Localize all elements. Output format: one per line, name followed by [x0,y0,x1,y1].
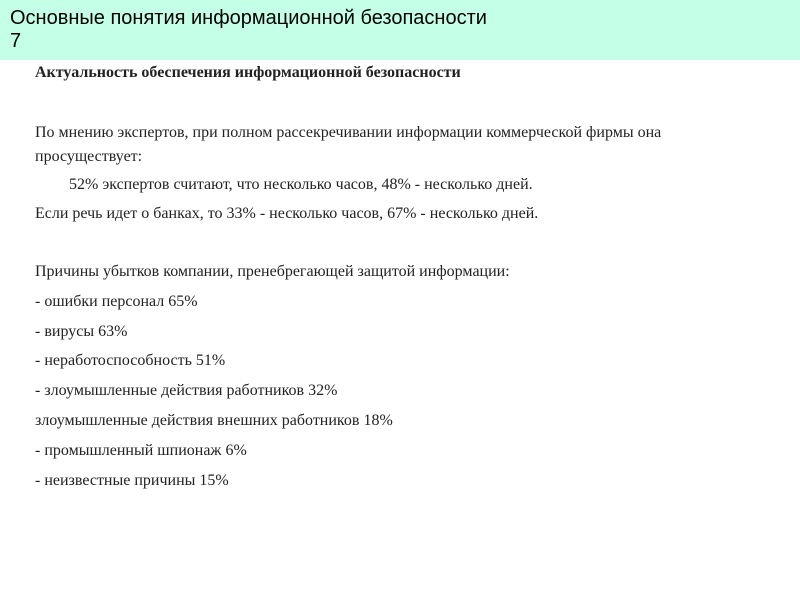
slide-title: Основные понятия информационной безопасности [10,7,487,29]
cause-item: - неработоспособность 51% [35,352,226,369]
bank-stat-text: Если речь идет о банках, то 33% - несколько часов, 67% - несколько дней. [35,205,539,222]
expert-intro-text: По мнению экспертов, при полном рассекречивании информации коммерческой фирмы она просуществует: [35,124,662,165]
cause-item: - неизвестные причины 15% [35,472,229,489]
slide-number: 7 [10,30,22,52]
cause-item: - ошибки персонал 65% [35,293,198,310]
cause-item: - промышленный шпионаж 6% [35,442,247,459]
section-heading: Актуальность обеспечения информационной безопасности [35,64,461,81]
cause-item: - вирусы 63% [35,323,128,340]
slide-header [0,0,800,60]
causes-title: Причины убытков компании, пренебрегающей защитой информации: [35,263,510,280]
cause-item: злоумышленные действия внешних работников 18% [35,412,393,429]
cause-item: - злоумышленные действия работников 32% [35,382,338,399]
expert-stat-text: 52% экспертов считают, что несколько часов, 48% - несколько дней. [69,176,533,193]
